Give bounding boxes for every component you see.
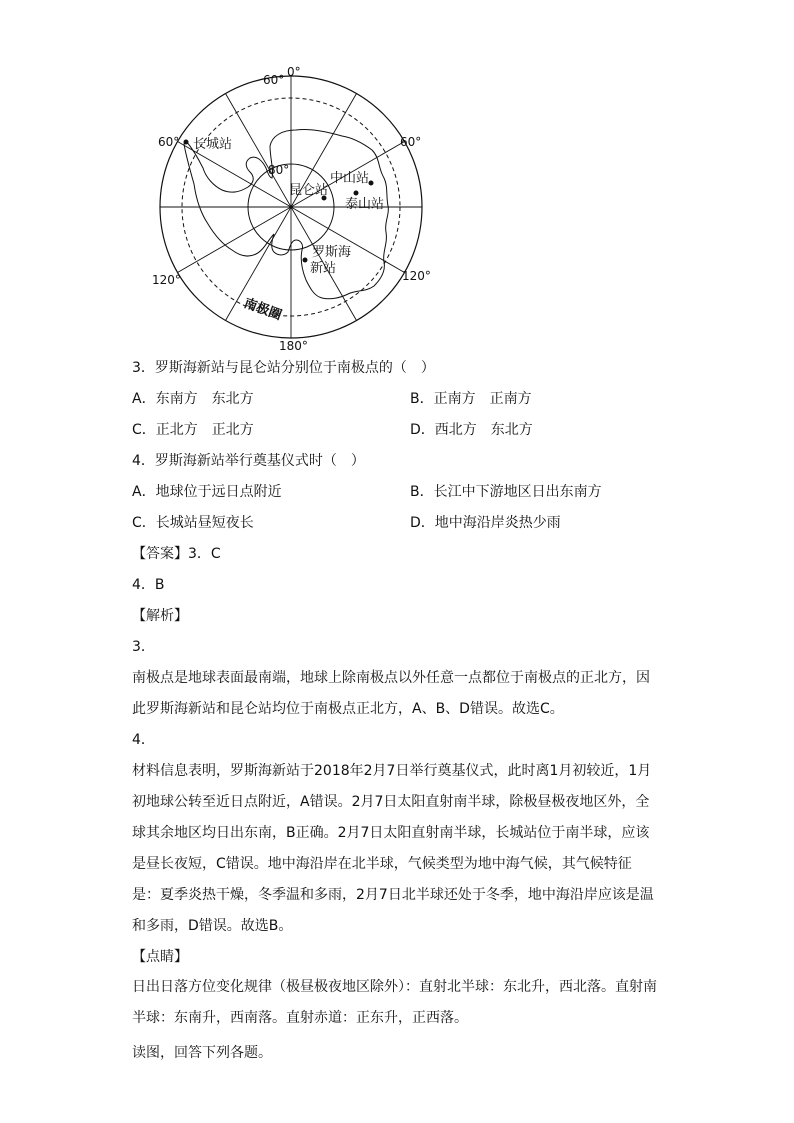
q3-option-c: C．正北方 正北方 (132, 422, 254, 438)
ross-dot (303, 258, 308, 263)
q4-stem: 4．罗斯海新站举行奠基仪式时（ ） (132, 453, 365, 469)
label-lon-180: 180° (279, 339, 308, 353)
antarctica-outline (184, 129, 388, 298)
taishan-dot (354, 191, 359, 196)
label-changcheng: 长城站 (193, 137, 233, 152)
label-lon-120-right: 120° (402, 269, 431, 283)
analysis-label: 【解析】 (132, 608, 188, 624)
tip-label: 【点睛】 (132, 949, 188, 965)
next-instruction: 读图，回答下列各题。 (132, 1045, 272, 1061)
label-lat-80: 80° (268, 163, 290, 177)
label-lon-120-left: 120° (152, 273, 181, 287)
zhongshan-dot (369, 181, 374, 186)
changcheng-dot (184, 140, 189, 145)
analysis-paragraph-3: 南极点是地球表面最南端，地球上除南极点以外任意一点都位于南极点的正北方，因此罗斯海新站和昆仑站均位于南极点正北方，A、B、D错误。故选C。 (132, 670, 650, 717)
label-ross-2: 新站 (310, 261, 337, 276)
q3-option-d: D．西北方 东北方 (410, 422, 533, 438)
analysis-num-4: 4． (132, 732, 155, 748)
label-lon-60-top: 60° (263, 73, 285, 87)
label-taishan: 泰山站 (345, 197, 385, 212)
label-kunlun: 昆仑站 (289, 183, 329, 198)
q3-stem: 3．罗斯海新站与昆仑站分别位于南极点的（ ） (132, 360, 435, 376)
q3-option-a: A．东南方 东北方 (132, 391, 254, 407)
answer-label: 【答案】3．C (132, 546, 221, 562)
q4-option-c: C．长城站昼短夜长 (132, 515, 254, 531)
antarctica-map (0, 0, 794, 360)
q4-option-a: A．地球位于远日点附近 (132, 484, 282, 500)
analysis-num-3: 3． (132, 639, 155, 655)
label-lon-60-left: 60° (158, 135, 180, 149)
analysis-paragraph-4: 材料信息表明，罗斯海新站于2018年2月7日举行奠基仪式，此时离1月初较近，1月初地球公转至近日点附近，A错误。2月7日太阳直射南半球，除极昼极夜地区外，全球其余地区均日出东南，B正确。2月7日太阳直射南半球，长城站位于南半球，应该是昼长夜短，C错误。地中海沿岸在北半球，气候类型为地中海气候，其气候特征是：夏季炎热干燥，冬季温和多雨，2月7日北半球还处于冬季，地中海沿岸应该是温和多雨，D错误。故选B。 (132, 763, 654, 934)
answer-line-2: 4．B (132, 577, 165, 593)
label-zhongshan: 中山站 (330, 171, 370, 186)
tip-paragraph: 日出日落方位变化规律（极昼极夜地区除外）：直射北半球：东北升，西北落。直射南半球：东南升，西南落。直射赤道：正东升，正西落。 (132, 979, 657, 1026)
label-ross-1: 罗斯海 (312, 245, 352, 260)
label-lon-0: 0° (287, 65, 301, 79)
q3-option-b: B．正南方 正南方 (410, 391, 532, 407)
q4-option-d: D．地中海沿岸炎热少雨 (410, 515, 561, 531)
q4-option-b: B．长江中下游地区日出东南方 (410, 484, 602, 500)
label-lon-60-right: 60° (400, 135, 422, 149)
label-antarctic-circle: 南极圈 (241, 295, 284, 324)
